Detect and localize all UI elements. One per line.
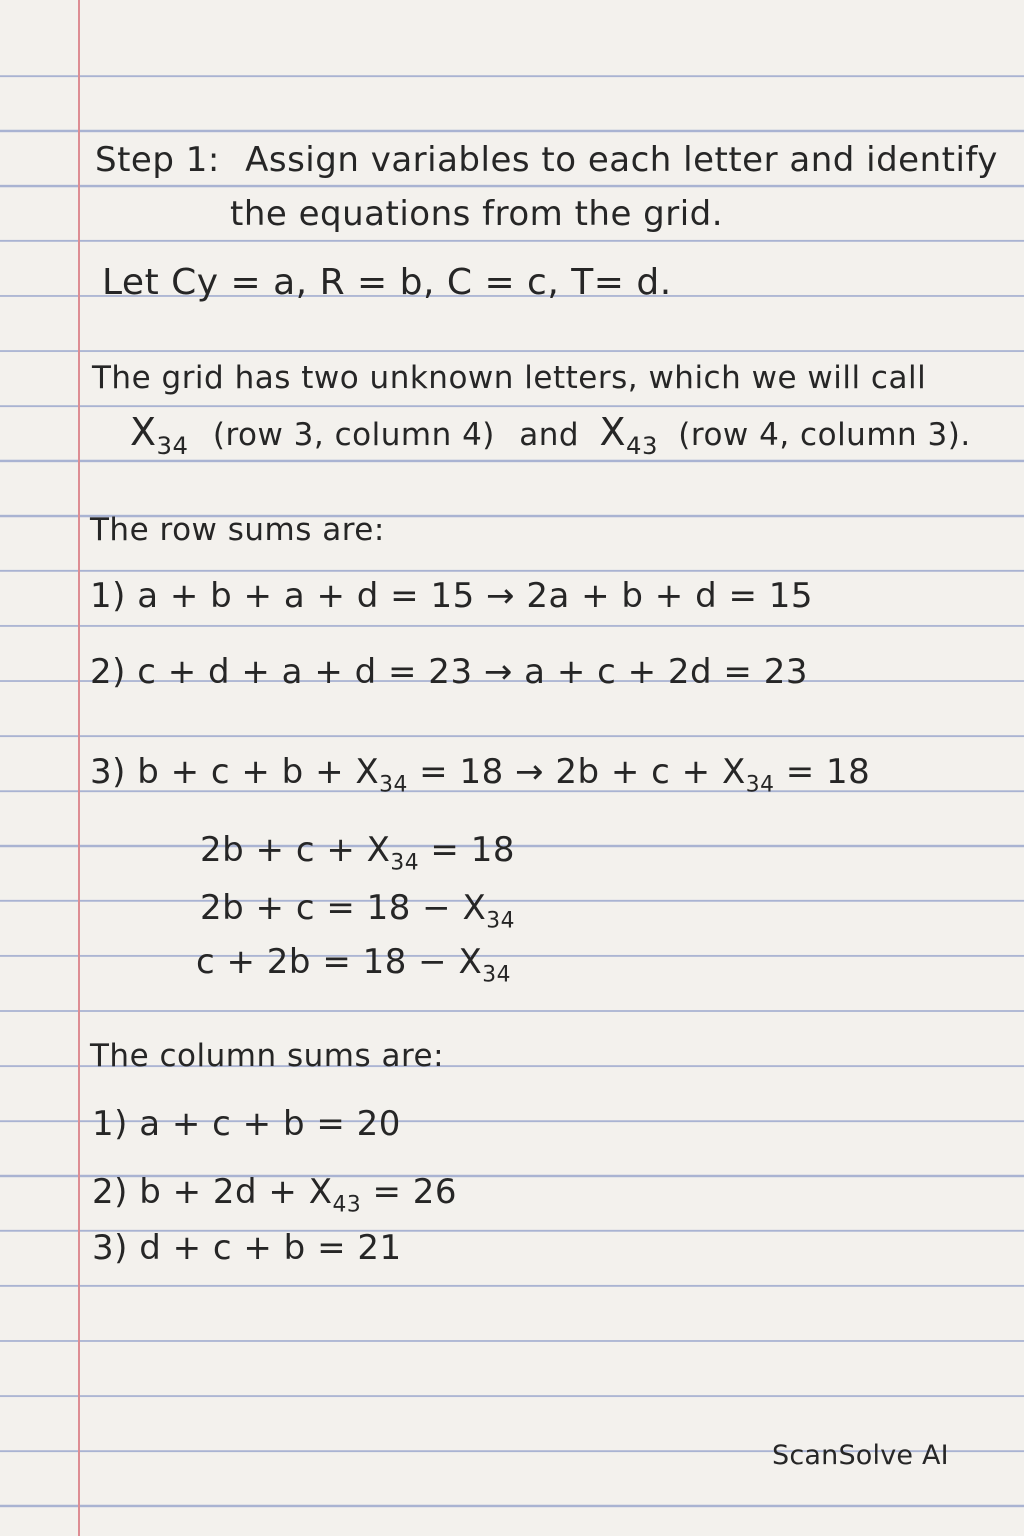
step-label: Step 1: [95,140,220,180]
x43-description: (row 4, column 3). [678,417,971,453]
scansolve-watermark: ScanSolve AI [772,1440,949,1471]
column-sum-equation-2 [92,1172,458,1218]
notebook-margin-line [78,0,80,1536]
work1-subscript: 34 [390,850,420,876]
col-eq2-left: 2) b + 2d + X [92,1172,333,1212]
row-sums-heading: The row sums are: [90,512,385,548]
work-line-2 [200,888,515,934]
grid-note-line1: The grid has two unknown letters, which we will call [92,360,927,396]
grid-note-line2 [130,410,971,461]
row-eq3-right: = 18 [774,752,871,792]
column-sum-equation-1: 1) a + c + b = 20 [92,1104,401,1144]
row-eq3-subscript-2: 34 [745,772,775,798]
row-sum-equation-1: 1) a + b + a + d = 15 → 2a + b + d = 15 [90,576,814,616]
work1-left: 2b + c + X [200,830,391,870]
work-line-3 [196,942,511,988]
work3-subscript: 34 [482,962,511,988]
variable-assignment: Let Cy = a, R = b, C = c, T= d. [102,262,672,303]
col-eq2-right: = 26 [361,1172,458,1212]
work3-left: c + 2b = 18 − X [196,942,483,982]
x34-variable: $X_{34}$ [130,410,189,461]
row-eq3-subscript-1: 34 [379,772,408,798]
and-word: and [519,417,580,453]
col-eq2-subscript: 43 [332,1192,362,1218]
work1-right: = 18 [419,830,515,870]
row-sum-equation-3 [90,752,871,798]
work-line-1 [200,830,515,876]
row-eq3-middle: = 18 → 2b + c + X [407,752,746,792]
column-sums-heading: The column sums are: [90,1038,445,1074]
step-text-line1: Assign variables to each letter and identify [245,140,998,180]
x43-variable: $X_{43}$ [599,410,658,461]
work2-left: 2b + c = 18 − X [200,888,487,928]
row-sum-equation-2: 2) c + d + a + d = 23 → a + c + 2d = 23 [90,652,808,692]
step-text-line2: the equations from the grid. [230,194,724,234]
x34-description: (row 3, column 4) [212,417,495,453]
column-sum-equation-3: 3) d + c + b = 21 [92,1228,402,1268]
row-eq3-left: 3) b + c + b + X [90,752,380,792]
work2-subscript: 34 [486,908,515,934]
step-heading-line [95,140,998,180]
